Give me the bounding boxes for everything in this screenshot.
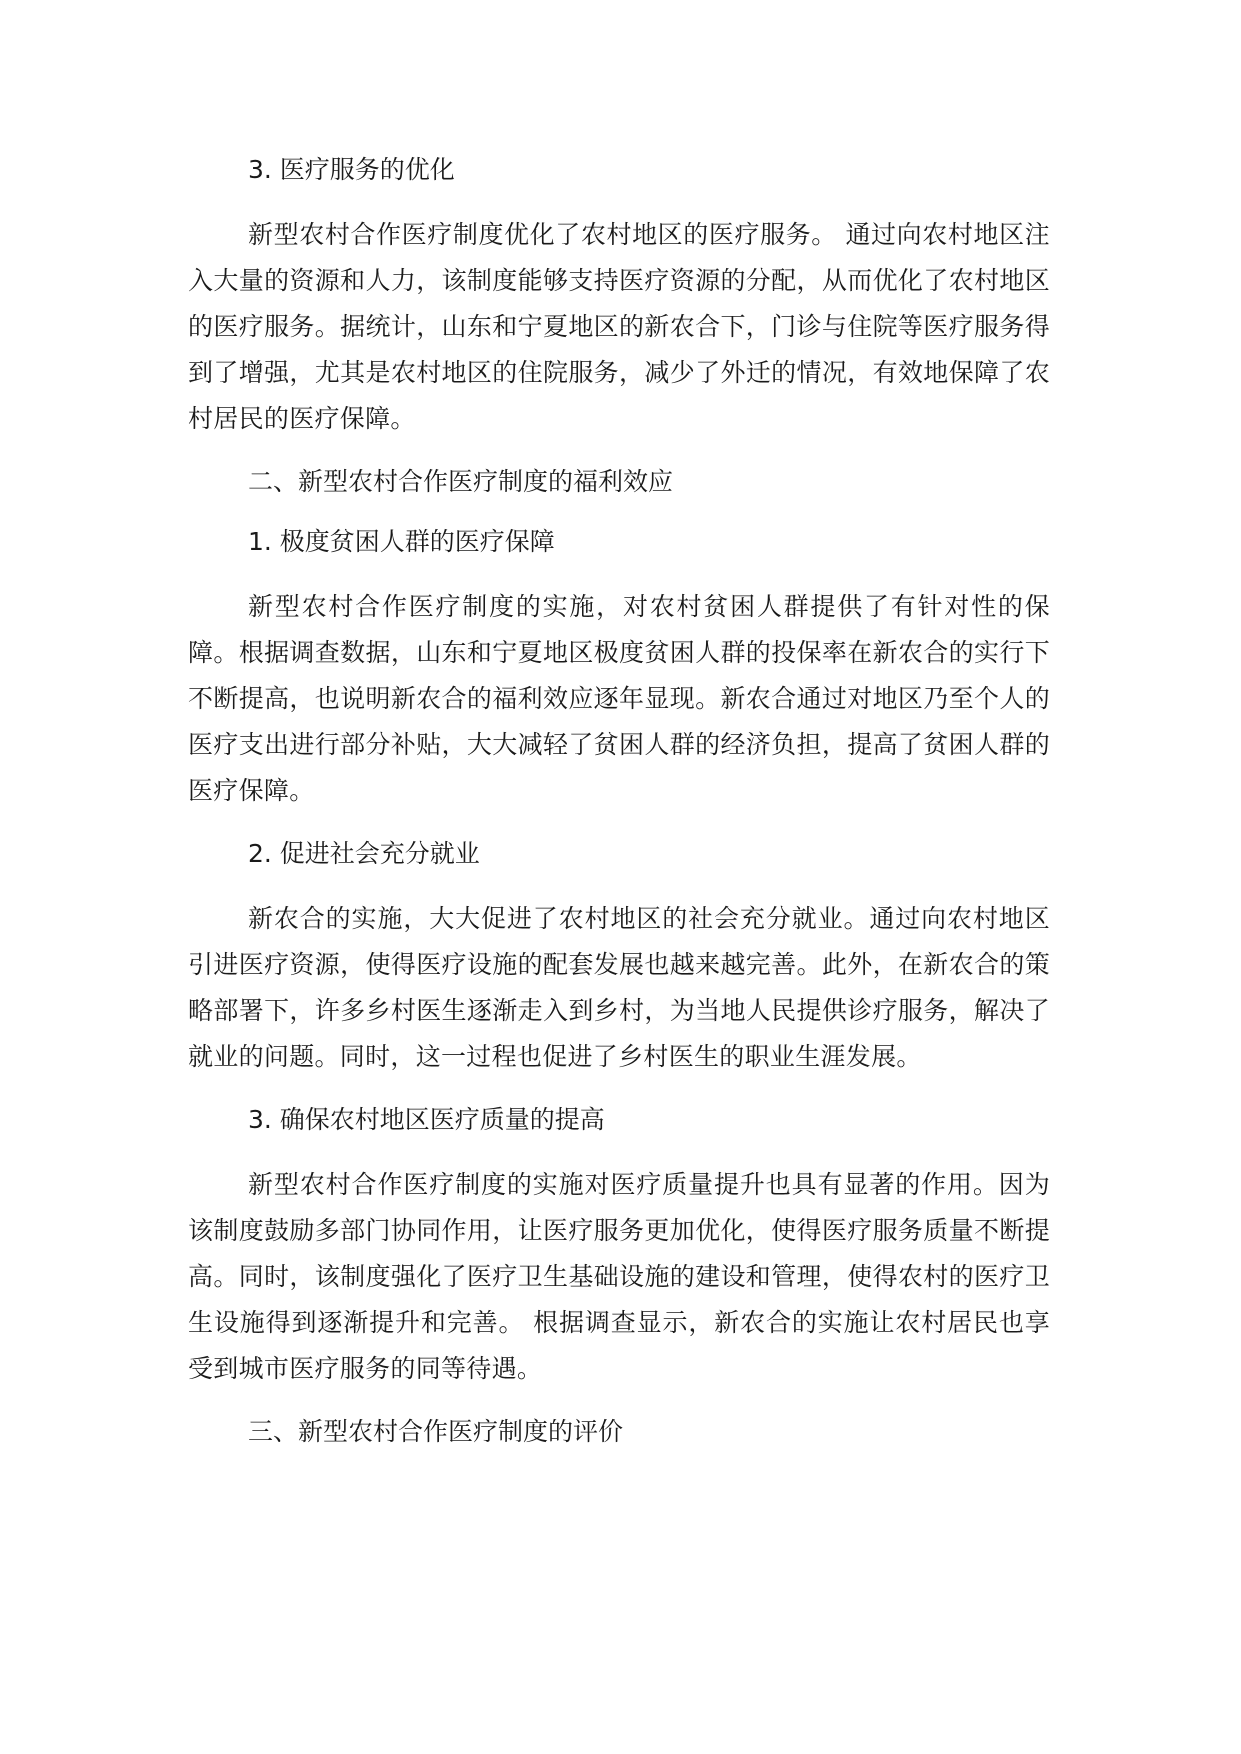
document-body — [188, 152, 1050, 1474]
section-heading-medical-service-optimization: 3. 医疗服务的优化 — [248, 155, 455, 184]
chapter-heading-welfare-effects: 二、新型农村合作医疗制度的福利效应 — [248, 467, 674, 496]
paragraph-full-employment: 新农合的实施，大大促进了农村地区的社会充分就业。通过向农村地区引进医疗资源，使得医疗设施的配套发展也越来越完善。此外，在新农合的策略部署下，许多乡村医生逐渐走入到乡村，为当地人民提供诊疗服务，解决了就业的问题。同时，这一过程也促进了乡村医生的职业生涯发展。 — [188, 904, 1050, 1071]
section-heading-full-employment: 2. 促进社会充分就业 — [248, 839, 480, 868]
section-heading-medical-quality: 3. 确保农村地区医疗质量的提高 — [248, 1105, 605, 1134]
chapter-heading-evaluation: 三、新型农村合作医疗制度的评价 — [248, 1417, 624, 1446]
paragraph-extreme-poverty-protection: 新型农村合作医疗制度的实施，对农村贫困人群提供了有针对性的保障。根据调查数据，山东和宁夏地区极度贫困人群的投保率在新农合的实行下不断提高，也说明新农合的福利效应逐年显现。新农合通过对地区乃至个人的医疗支出进行部分补贴，大大减轻了贫困人群的经济负担，提高了贫困人群的医疗保障。 — [188, 592, 1050, 805]
paragraph-medical-service-optimization: 新型农村合作医疗制度优化了农村地区的医疗服务。 通过向农村地区注入大量的资源和人力，该制度能够支持医疗资源的分配，从而优化了农村地区的医疗服务。据统计，山东和宁夏地区的新农合下，门诊与住院等医疗服务得到了增强，尤其是农村地区的住院服务，减少了外迁的情况，有效地保障了农村居民的医疗保障。 — [188, 220, 1050, 433]
section-heading-extreme-poverty-protection: 1. 极度贫困人群的医疗保障 — [248, 527, 555, 556]
paragraph-medical-quality: 新型农村合作医疗制度的实施对医疗质量提升也具有显著的作用。因为该制度鼓励多部门协同作用，让医疗服务更加优化，使得医疗服务质量不断提高。同时，该制度强化了医疗卫生基础设施的建设和管理，使得农村的医疗卫生设施得到逐渐提升和完善。 根据调查显示，新农合的实施让农村居民也享受到城市医疗服务的同等待遇。 — [188, 1170, 1050, 1383]
